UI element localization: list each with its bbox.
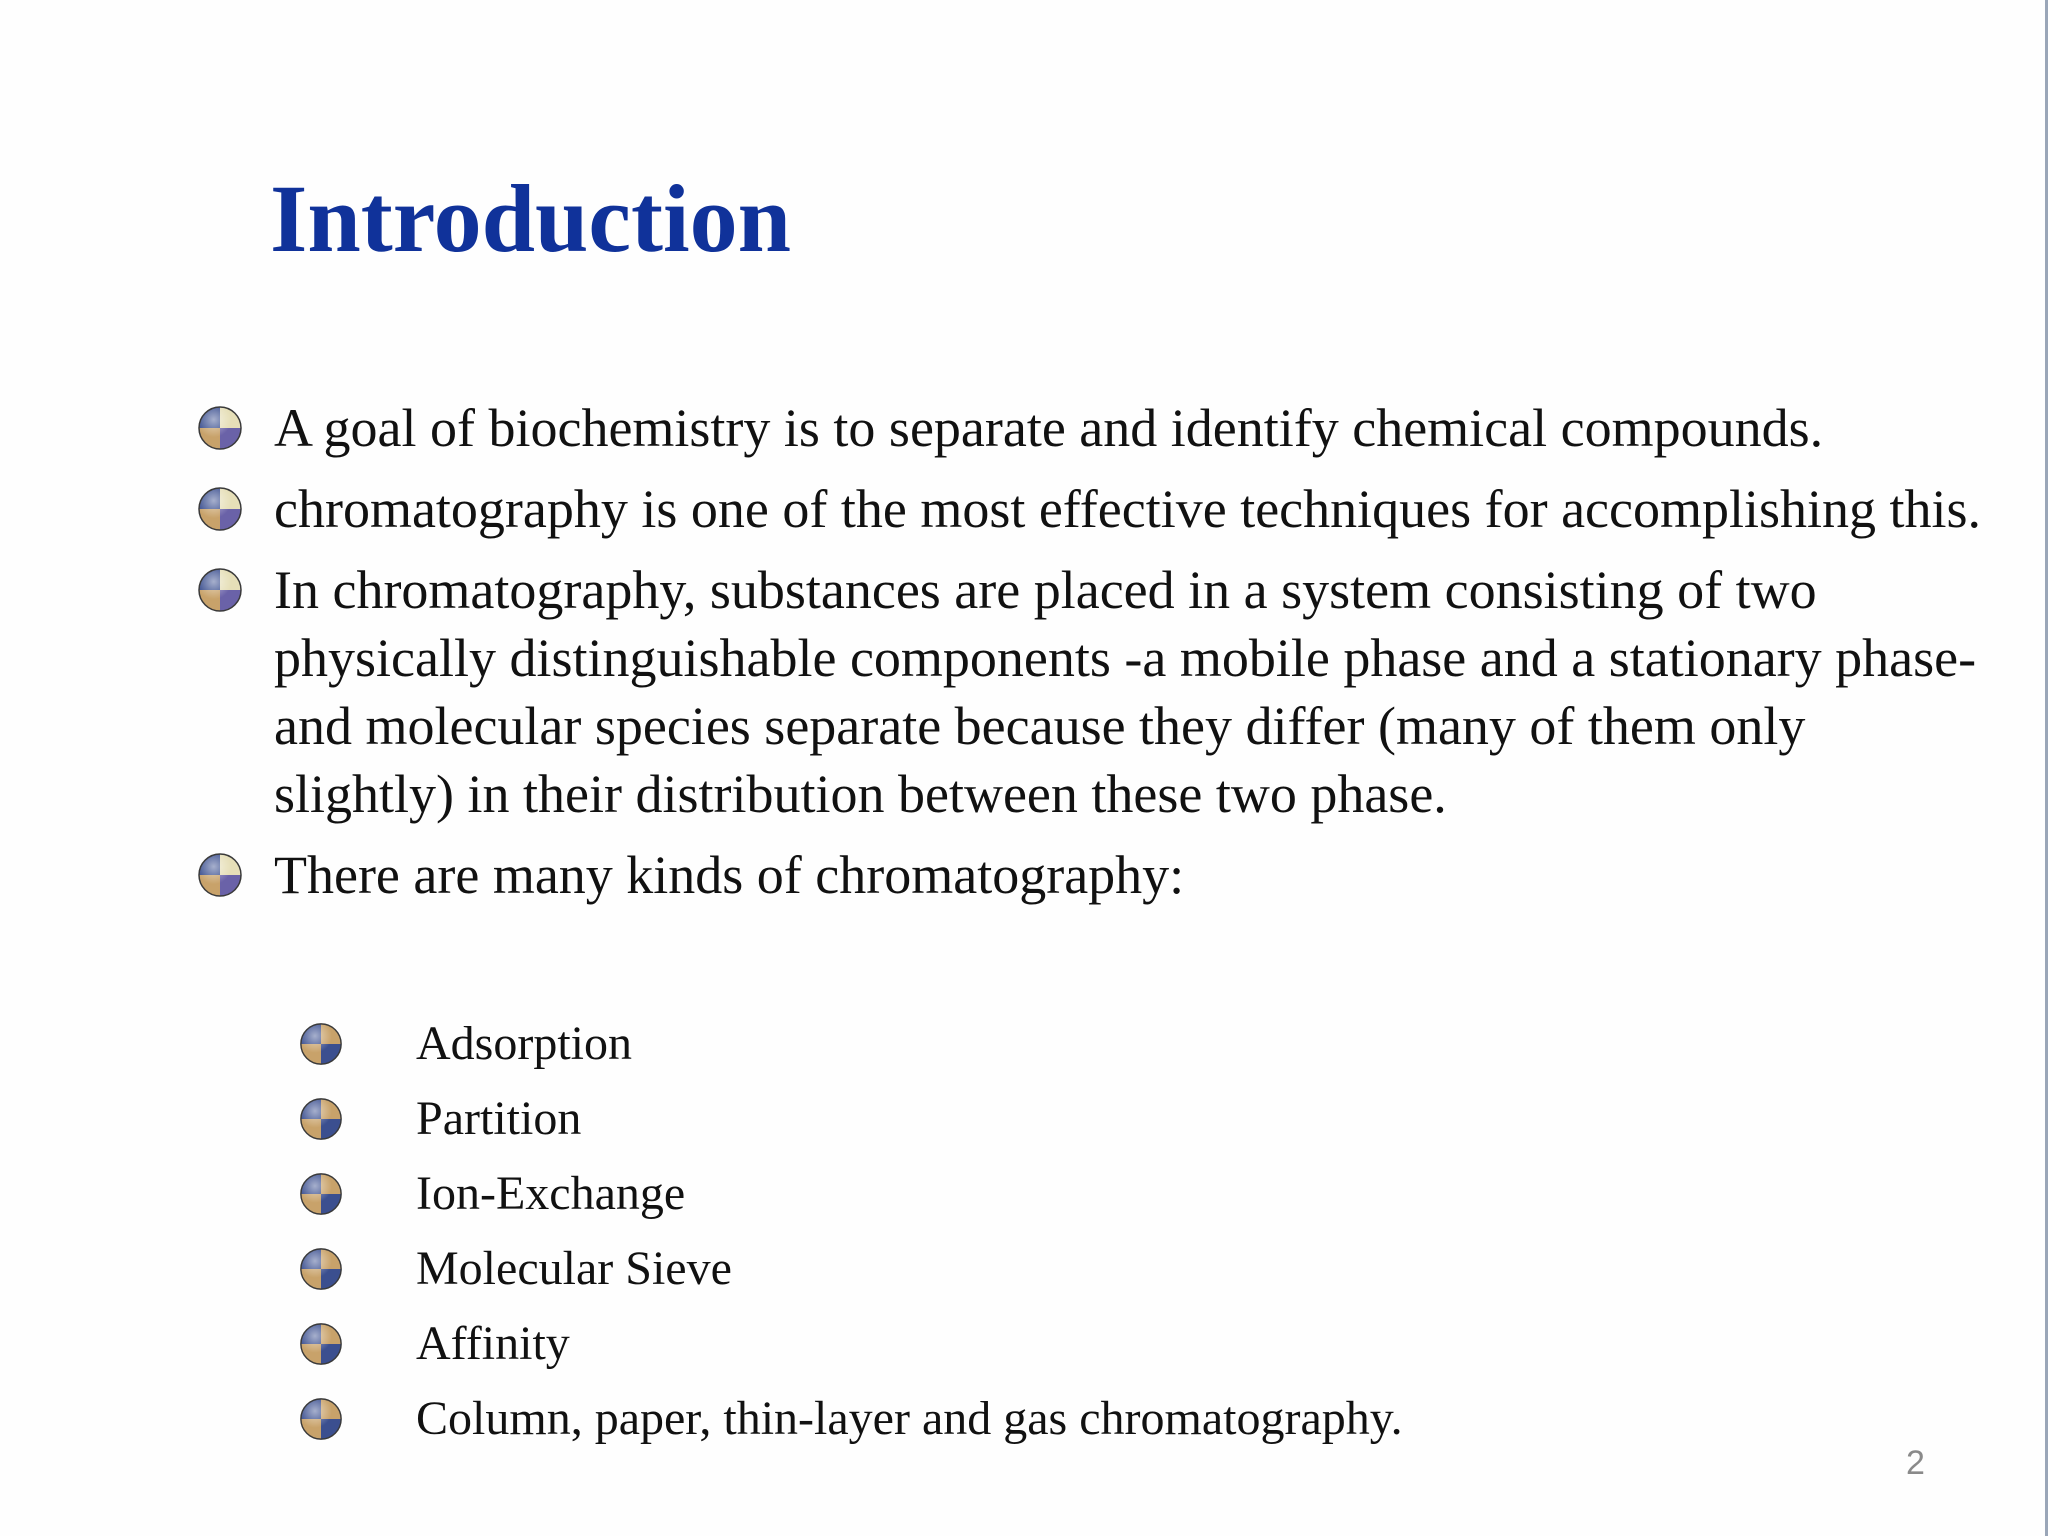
sub-bullet-text: Ion-Exchange	[416, 1167, 686, 1220]
bullet-item	[196, 556, 1996, 828]
sub-bullet-item	[298, 1156, 1798, 1231]
bullet-item	[196, 841, 1996, 909]
quadrant-sphere-bullet-icon	[196, 404, 244, 452]
quadrant-sphere-bullet-icon	[298, 1171, 344, 1217]
sub-bullet-item	[298, 1231, 1798, 1306]
bullet-text: chromatography is one of the most effective techniques for accomplishing this.	[274, 479, 1982, 539]
quadrant-sphere-bullet-icon	[298, 1321, 344, 1367]
sub-bullet-text: Partition	[416, 1092, 582, 1145]
page-number: 2	[1906, 1444, 1925, 1482]
chromatography-kinds-list	[298, 1006, 1798, 1456]
bullet-text: In chromatography, substances are placed in a system consisting of two physically distinguishable components -a mobile phase and a stationary phase-and molecular species separate because they differ (many of them only slightly) in their distribution between these two phase.	[274, 560, 1977, 824]
quadrant-sphere-bullet-icon	[196, 485, 244, 533]
bullet-text: A goal of biochemistry is to separate and identify chemical compounds.	[274, 398, 1824, 458]
sub-bullet-item	[298, 1081, 1798, 1156]
sub-bullet-item	[298, 1306, 1798, 1381]
quadrant-sphere-bullet-icon	[196, 566, 244, 614]
bullet-text: There are many kinds of chromatography:	[274, 845, 1185, 905]
bullet-item	[196, 475, 1996, 543]
quadrant-sphere-bullet-icon	[298, 1021, 344, 1067]
slide-title: Introduction	[270, 165, 792, 272]
quadrant-sphere-bullet-icon	[196, 851, 244, 899]
sub-bullet-text: Adsorption	[416, 1017, 632, 1070]
sub-bullet-text: Column, paper, thin-layer and gas chromatography.	[416, 1392, 1403, 1445]
bullet-item	[196, 394, 1996, 462]
quadrant-sphere-bullet-icon	[298, 1096, 344, 1142]
sub-bullet-text: Molecular Sieve	[416, 1242, 732, 1295]
main-bullet-list	[196, 394, 1996, 922]
sub-bullet-text: Affinity	[416, 1317, 570, 1370]
sub-bullet-item	[298, 1006, 1798, 1081]
sub-bullet-item	[298, 1381, 1798, 1456]
quadrant-sphere-bullet-icon	[298, 1396, 344, 1442]
quadrant-sphere-bullet-icon	[298, 1246, 344, 1292]
